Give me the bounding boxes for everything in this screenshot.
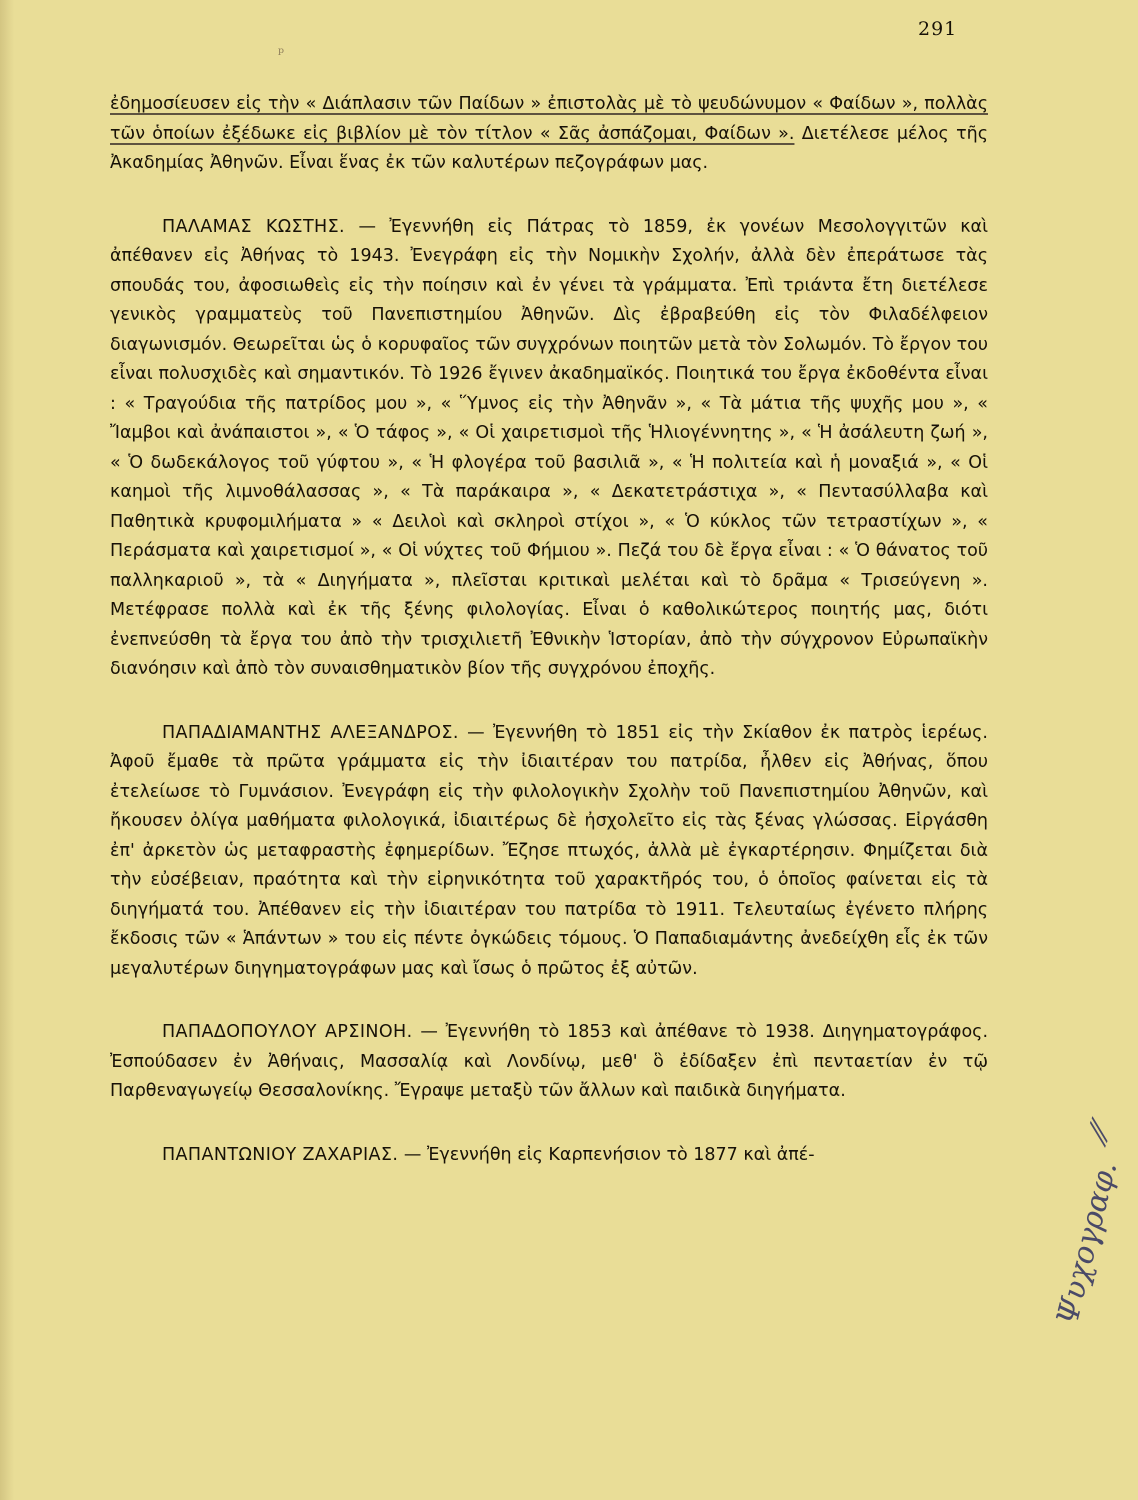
entry-palamas (110, 213, 988, 685)
entry-intro (110, 90, 988, 179)
entry-papadiamantis (110, 719, 988, 985)
entry-text: — Ἐγεννήθη τὸ 1853 καὶ ἀπέθανε τὸ 1938. Διηγηματογράφος. Ἐσπούδασεν ἐν Ἀθήναις, Μασσαλίᾳ καὶ Λονδίνῳ, μεθ' ὃ ἐδίδαξεν ἐπὶ πενταετίαν ἐν τῷ Παρθεναγωγείῳ Θεσσαλονίκης. Ἔγραψε μεταξὺ τῶν ἄλλων καὶ παιδικὰ διηγήματα. (110, 1022, 989, 1101)
underlined-passage: ἐδημοσίευσεν εἰς τὴν « Διάπλασιν τῶν Παίδων » ἐπιστολὰς μὲ τὸ ψευδώνυμον « Φαίδων », πολλὰς τῶν ὁποίων ἐξέδωκε εἰς βιβλίον μὲ τὸν τίτλον « Σᾶς ἀσπάζομαι, Φαίδων ». (110, 94, 988, 144)
handwritten-margin-tick: ⁄⁄ (1081, 1121, 1119, 1144)
page-number: 291 (918, 18, 958, 40)
entry-text: — Ἐγεννήθη τὸ 1851 εἰς τὴν Σκίαθον ἐκ πατρὸς ἱερέως. Ἀφοῦ ἔμαθε τὰ πρῶτα γράμματα εἰς τὴν ἰδιαιτέραν του πατρίδα, ἦλθεν εἰς Ἀθήνας, ὅπου ἐτελείωσε τὸ Γυμνάσιον. Ἐνεγράφη εἰς τὴν φιλολογικὴν Σχολὴν τοῦ Πανεπιστημίου Ἀθηνῶν, καὶ ἤκουσεν ὀλίγα μαθήματα φιλολογικά, ἰδιαιτέρως δὲ ἠσχολεῖτο εἰς τὰς ξένας γλώσσας. Εἰργάσθη ἐπ' ἀρκετὸν ὡς μεταφραστὴς ἐφημερίδων. Ἔζησε πτωχός, ἀλλὰ μὲ ἐγκαρτέρησιν. Φημίζεται διὰ τὴν εὐσέβειαν, πραότητα καὶ τὴν εἰρηνικότητα τοῦ χαρακτῆρός του, ὁ ὁποῖος φαίνεται εἰς τὰ διηγήματά του. Ἀπέθανεν εἰς τὴν ἰδιαιτέραν του πατρίδα τὸ 1911. Τελευταίως ἐγένετο πλήρης ἔκδοσις τῶν « Ἁπάντων » του εἰς πέντε ὀγκώδεις τόμους. Ὁ Παπαδιαμάντης ἀνεδείχθη εἷς ἐκ τῶν μεγαλυτέρων διηγηματογράφων μας καὶ ἴσως ὁ πρῶτος ἐξ αὐτῶν. (110, 722, 988, 979)
entry-heading: ΠΑΠΑΔΙΑΜΑΝΤΗΣ ΑΛΕΞΑΝΔΡΟΣ. (162, 722, 459, 743)
paper-edge (0, 0, 14, 1500)
page-body (110, 90, 988, 1204)
entry-papantoniou (110, 1141, 988, 1171)
pencil-mark: ᵖ (278, 44, 284, 62)
entry-text: — Ἐγεννήθη εἰς Πάτρας τὸ 1859, ἐκ γονέων Μεσολογγιτῶν καὶ ἀπέθανεν εἰς Ἀθήνας τὸ 1943. Ἐνεγράφη εἰς τὴν Νομικὴν Σχολήν, ἀλλὰ δὲν ἐπεράτωσε τὰς σπουδάς του, ἀφοσιωθεὶς εἰς τὴν ποίησιν καὶ ἐν γένει τὰ γράμματα. Ἐπὶ τριάντα ἔτη διετέλεσε γενικὸς γραμματεὺς τοῦ Πανεπιστημίου Ἀθηνῶν. Δὶς ἐβραβεύθη εἰς τὸν Φιλαδέλφειον διαγωνισμόν. Θεωρεῖται ὡς ὁ κορυφαῖος τῶν συγχρόνων ποιητῶν μετὰ τὸν Σολωμόν. Τὸ ἔργον του εἶναι πολυσχιδὲς καὶ σημαντικόν. Τὸ 1926 ἔγινεν ἀκαδημαϊκός. Ποιητικά του ἔργα ἐκδοθέντα εἶναι : « Τραγούδια τῆς πατρίδος μου », « Ὕμνος εἰς τὴν Ἀθηνᾶν », « Τὰ μάτια τῆς ψυχῆς μου », « Ἴαμβοι καὶ ἀνάπαιστοι », « Ὁ τάφος », « Οἱ χαιρετισμοὶ τῆς Ἡλιογέννητης », « Ἡ ἀσάλευτη ζωή », « Ὁ δωδεκάλογος τοῦ γύφτου », « Ἡ φλογέρα τοῦ βασιλιᾶ », « Ἡ πολιτεία καὶ ἡ μοναξιά », « Οἱ καημοὶ τῆς λιμνοθάλασσας », « Τὰ παράκαιρα », « Δεκατετράστιχα », « Πεντασύλλαβα καὶ Παθητικὰ κρυφομιλήματα » « Δειλοὶ καὶ σκληροὶ στίχοι », « Ὁ κύκλος τῶν τετραστίχων », « Περάσματα καὶ χαιρετισμοί », « Οἱ νύχτες τοῦ Φήμιου ». Πεζά του δὲ ἔργα εἶναι : « Ὁ θάνατος τοῦ παλληκαριοῦ », τὰ « Διηγήματα », πλεῖσται κριτικαὶ μελέται καὶ τὸ δρᾶμα « Τρισεύγενη ». Μετέφρασε πολλὰ καὶ ἐκ τῆς ξένης φιλολογίας. Εἶναι ὁ καθολικώτερος ποιητής μας, διότι ἐνεπνεύσθη τὰ ἔργα του ἀπὸ τὴν τρισχιλιετῆ Ἐθνικὴν Ἱστορίαν, ἀπὸ τὴν σύγχρονον Εὐρωπαϊκὴν διανόησιν καὶ ἀπὸ τὸν συναισθηματικὸν βίον τῆς συγχρόνου ἐποχῆς. (110, 216, 988, 679)
entry-text: — Ἐγεννήθη εἰς Καρπενήσιον τὸ 1877 καὶ ἀπέ- (398, 1144, 815, 1165)
entry-heading: ΠΑΠΑΔΟΠΟΥΛΟΥ ΑΡΣΙΝΟΗ. (162, 1022, 413, 1042)
handwritten-margin-note: Ψυχογραφ. (1050, 1157, 1125, 1329)
entry-text: Διετέλεσε μέλος τῆς Ἀκαδημίας Ἀθηνῶν. Εἶναι ἕνας ἐκ τῶν καλυτέρων πεζογράφων μας. (110, 123, 989, 173)
entry-heading: ΠΑΛΑΜΑΣ ΚΩΣΤΗΣ. (162, 216, 346, 237)
entry-papadopoulou (110, 1018, 988, 1107)
entry-heading: ΠΑΠΑΝΤΩΝΙΟΥ ΖΑΧΑΡΙΑΣ. (162, 1144, 399, 1165)
